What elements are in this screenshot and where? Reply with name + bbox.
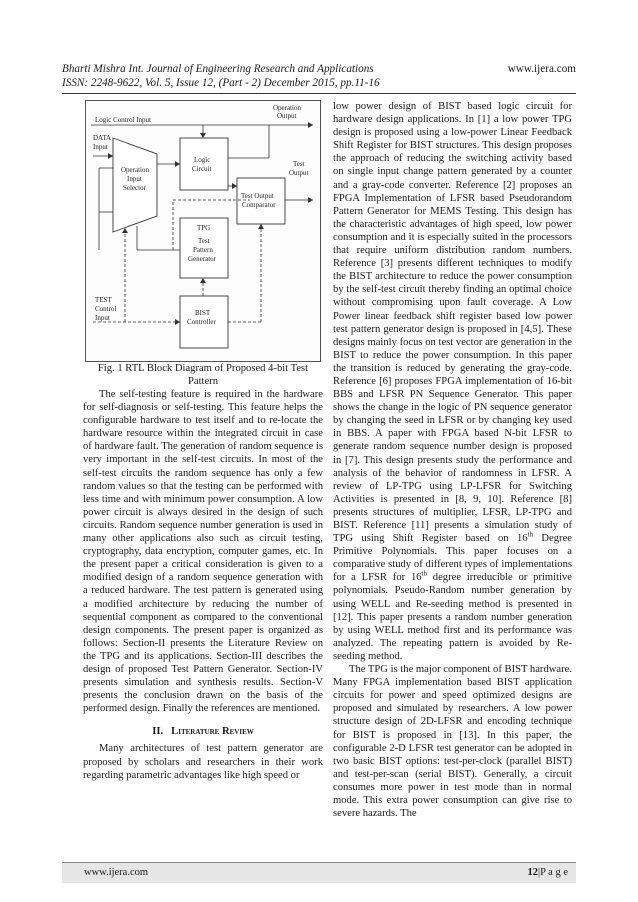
page-footer bbox=[62, 862, 576, 883]
svg-text:Input: Input bbox=[95, 314, 110, 322]
journal-citation-line2: ISSN: 2248-9622, Vol. 5, Issue 12, (Part - 2) December 2015, pp.11-16 bbox=[62, 77, 380, 89]
footer-website-link[interactable]: www.ijera.com bbox=[84, 867, 149, 878]
svg-text:Circuit: Circuit bbox=[192, 165, 212, 173]
tpg-paragraph: The TPG is the major component of BIST hardware. Many FPGA implementation based BIST application circuits for power and speed optimized designs are proposed and simulated by researchers. A low power structure design of 2D-LFSR and encoding technique for BIST is proposed in [13]. In this paper, the configurable 2-D LFSR test generator can be adopted in two basic BIST options: test-per-clock (parallel BIST) and test-per-scan (serial BIST). Generally, a circuit consumes more power in test mode than in normal mode. This extra power consumption can give rise to severe hazards. The bbox=[333, 664, 572, 820]
running-header bbox=[62, 62, 576, 90]
svg-text:Selector: Selector bbox=[123, 184, 146, 192]
svg-text:Test: Test bbox=[198, 237, 210, 245]
page-number: 12|P a g e bbox=[527, 867, 568, 878]
comparator-label: Test Output bbox=[241, 192, 274, 200]
logic-circuit-block bbox=[180, 138, 228, 190]
left-column bbox=[83, 100, 323, 782]
header-divider bbox=[62, 93, 576, 94]
literature-review-continued: low power design of BIST based logic circuit for hardware design applications. In [1] a low power TPG design is proposed using a low-power Linear Feedback Shift Register for BIST structures. This design proposes the approach of reducing the switching activity based on single input change pattern generated by a counter and a gray-code converter. Reference [2] proposes an FPGA Implementation of LFSR based Pseudorandom Pattern Generator for MEMS Testing. This design has the characteristic advantages of high speed, low power consumption and it is especially suited in the processors that require uniform distribution random numbers. Reference [3] presents different techniques to modify the BIST architecture to reduce the power consumption by the self-test circuit thereby finding an optimal choice without compromising upon fault coverage. A Low Power linear feedback shift register based low power test pattern generator design is proposed in [4,5]. These designs mainly focus on test vector are generation in the BIST to reduce the power consumption. In this paper the transition is reduced by generating the gray-code. Reference [6] proposes FPGA implementation of 16-bit BBS and LFSR PN Sequence Generator. This paper shows the change in the logic of PN sequence generator by changing the seed in LFSR or by changing key used in BBS. A paper with FPGA based N-bit LFSR to generate random sequence number design is proposed in [7]. This design presents study the performance and analysis of the behavior of randomness in LFSR. A review of LP-TPG using LP-LFSR for Switching Activities is presented in [8, 9, 10]. Reference [8] presents structures of multiplier, LFSR, LP-TPG and BIST. Reference [11] presents a simulation study of TPG using Shift Register based on 16th Degree Primitive Polynomials. This paper focuses on a comparative study of different types of implementations for a LFSR for 16th degree irreducible or primitive polynomials. Pseudo-Random number generation by using WELL and Re-seeding method is presented in [12]. This paper presents a random number generation by using WELL method first and its performance was analyzed. The repeating pattern is avoided by Re-seeding method. bbox=[333, 101, 572, 662]
data-input-label: DATA bbox=[93, 134, 112, 142]
svg-text:Comparator: Comparator bbox=[242, 201, 276, 209]
svg-text:Input: Input bbox=[93, 143, 108, 151]
test-output-label: Test bbox=[293, 160, 305, 168]
svg-text:Generator: Generator bbox=[188, 255, 216, 263]
logic-control-input-label: Logic Control Input bbox=[95, 116, 151, 124]
tpg-label: TPG bbox=[197, 224, 211, 232]
bist-controller-label: BIST bbox=[195, 309, 211, 317]
logic-circuit-label: Logic bbox=[194, 156, 211, 164]
svg-text:Pattern: Pattern bbox=[193, 246, 213, 254]
svg-text:Controller: Controller bbox=[187, 318, 216, 326]
test-control-input-label: TEST bbox=[95, 296, 112, 304]
svg-text:Output: Output bbox=[277, 112, 297, 120]
introduction-paragraph: The self-testing feature is required in the hardware for self-diagnosis or self-testing. This feature helps the configurable hardware to test itself and to re-locate the hardware resource within the integrated circuit in case of hardware fault. The generation of random sequence is very important in the self-test circuits. In most of the self-test circuits the random sequence has only a few random values so that the testing can be performed with less time and with minimum power consumption. A low power circuit is always desired in the design of such circuits. Random sequence number generation is used in many other applications also such as circuit testing, cryptography, data encryption, computer games, etc. In the present paper a critical consideration is given to a modified design of a random sequence generation with a reduced hardware. The test pattern is generated using a modified architecture by reducing the number of sequential component as compared to the conventional design components. The present paper is organized as follows: Section-II presents the Literature Review on the TPG and its applications. Section-III describes the design of proposed Test Pattern Generator. Section-IV presents simulation and synthesis results. Section-V presents the conclusion drawn on the basis of the performed design. Finally the references are mentioned. bbox=[83, 389, 323, 715]
selector-label: Operation bbox=[121, 166, 149, 174]
svg-text:Control: Control bbox=[95, 305, 117, 313]
figure-caption: Fig. 1 RTL Block Diagram of Proposed 4-bit Test Pattern bbox=[97, 363, 309, 387]
section-heading: II. Literature Review bbox=[152, 726, 254, 738]
header-website-link[interactable]: www.ijera.com bbox=[507, 63, 576, 75]
literature-review-paragraph: Many architectures of test pattern generator are proposed by scholars and researchers in their work regarding parametric advantages like high speed or bbox=[83, 743, 323, 781]
svg-text:Output: Output bbox=[289, 169, 309, 177]
rtl-block-diagram bbox=[85, 100, 321, 362]
right-column bbox=[333, 100, 572, 820]
journal-citation-line1: Bharti Mishra Int. Journal of Engineering Research and Applications bbox=[62, 63, 374, 75]
svg-text:Input: Input bbox=[127, 175, 142, 183]
operation-output-label: Operation bbox=[273, 104, 301, 112]
